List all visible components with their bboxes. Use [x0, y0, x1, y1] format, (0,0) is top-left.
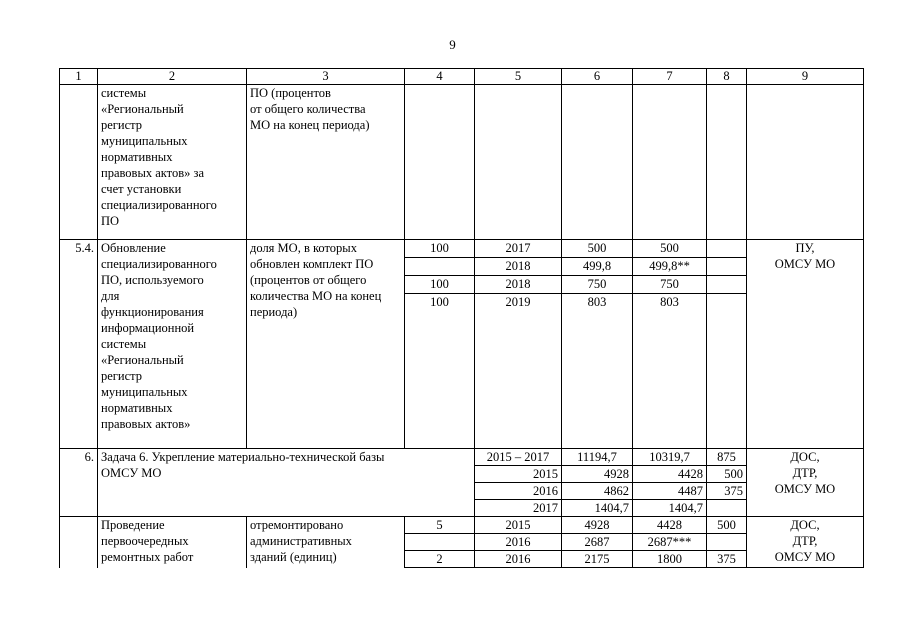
program-table — [59, 68, 864, 568]
target-value-cell: 2 — [405, 551, 475, 568]
total-cell: 750 — [562, 276, 633, 294]
year-cell: 2018 — [475, 258, 562, 276]
target-value-cell — [405, 258, 475, 276]
other-cell — [707, 294, 747, 449]
year-cell: 2015 — [475, 517, 562, 534]
row-number-cell: 6. — [60, 449, 98, 517]
table-row — [60, 240, 864, 258]
row-number-cell: 5.4. — [60, 240, 98, 449]
budget-cell: 1800 — [633, 551, 707, 568]
budget-cell: 499,8** — [633, 258, 707, 276]
other-cell — [707, 534, 747, 551]
total-cell: 500 — [562, 240, 633, 258]
target-value-cell: 5 — [405, 517, 475, 534]
other-cell — [707, 276, 747, 294]
target-value-cell: 100 — [405, 240, 475, 258]
budget-cell: 750 — [633, 276, 707, 294]
column-header: 4 — [405, 69, 475, 85]
budget-cell: 10319,7 — [633, 449, 707, 466]
page-number: 9 — [449, 37, 456, 52]
year-cell: 2018 — [475, 276, 562, 294]
measure-name-cell: Обновление специализированного ПО, используемого для функционирования информационной системы «Региональный регистр муниципальных нормативных правовых актов» — [98, 240, 247, 449]
other-cell — [707, 240, 747, 258]
target-value-cell — [405, 85, 475, 240]
column-header: 3 — [247, 69, 405, 85]
year-cell: 2017 — [475, 500, 562, 517]
executor-cell: ДОС, ДТР, ОМСУ МО — [747, 449, 864, 517]
total-cell: 4928 — [562, 517, 633, 534]
executor-cell: ДОС, ДТР, ОМСУ МО — [747, 517, 864, 568]
other-cell — [707, 258, 747, 276]
column-header: 8 — [707, 69, 747, 85]
other-cell — [707, 500, 747, 517]
budget-cell: 4428 — [633, 466, 707, 483]
column-header: 7 — [633, 69, 707, 85]
total-cell: 4862 — [562, 483, 633, 500]
table-row — [60, 449, 864, 466]
executor-cell: ПУ, ОМСУ МО — [747, 240, 864, 449]
other-cell — [707, 85, 747, 240]
target-value-cell — [405, 534, 475, 551]
indicator-cell: доля МО, в которых обновлен комплект ПО (процентов от общего количества МО на конец периода) — [247, 240, 405, 449]
budget-cell: 803 — [633, 294, 707, 449]
total-cell: 499,8 — [562, 258, 633, 276]
target-value-cell: 100 — [405, 276, 475, 294]
total-cell: 2175 — [562, 551, 633, 568]
year-cell: 2015 — [475, 466, 562, 483]
budget-cell: 500 — [633, 240, 707, 258]
row-number-cell — [60, 517, 98, 568]
continuation-row — [60, 85, 864, 240]
total-cell: 4928 — [562, 466, 633, 483]
task-title-cell: Задача 6. Укрепление материально-технической базы ОМСУ МО — [98, 449, 475, 517]
budget-cell: 2687*** — [633, 534, 707, 551]
other-cell: 375 — [707, 551, 747, 568]
indicator-cell: отремонтировано административных зданий (единиц) — [247, 517, 405, 568]
year-cell: 2016 — [475, 483, 562, 500]
column-header: 6 — [562, 69, 633, 85]
indicator-cell: ПО (процентов от общего количества МО на конец периода) — [247, 85, 405, 240]
other-cell: 500 — [707, 517, 747, 534]
total-cell: 1404,7 — [562, 500, 633, 517]
total-cell: 803 — [562, 294, 633, 449]
year-cell: 2016 — [475, 534, 562, 551]
budget-cell: 1404,7 — [633, 500, 707, 517]
executor-cell — [747, 85, 864, 240]
measure-name-cell: системы «Региональный регистр муниципальных нормативных правовых актов» за счет установки специализированного ПО — [98, 85, 247, 240]
year-cell: 2016 — [475, 551, 562, 568]
table-row — [60, 517, 864, 534]
total-cell: 11194,7 — [562, 449, 633, 466]
column-header: 5 — [475, 69, 562, 85]
budget-cell: 4428 — [633, 517, 707, 534]
column-header: 1 — [60, 69, 98, 85]
total-cell — [562, 85, 633, 240]
row-number-cell — [60, 85, 98, 240]
budget-cell: 4487 — [633, 483, 707, 500]
other-cell: 500 — [707, 466, 747, 483]
column-header: 2 — [98, 69, 247, 85]
other-cell: 875 — [707, 449, 747, 466]
other-cell: 375 — [707, 483, 747, 500]
target-value-cell: 100 — [405, 294, 475, 449]
total-cell: 2687 — [562, 534, 633, 551]
column-header: 9 — [747, 69, 864, 85]
column-numbers-row — [60, 69, 864, 85]
measure-name-cell: Проведение первоочередных ремонтных работ — [98, 517, 247, 568]
year-cell — [475, 85, 562, 240]
budget-cell — [633, 85, 707, 240]
year-cell: 2017 — [475, 240, 562, 258]
year-cell: 2015 – 2017 — [475, 449, 562, 466]
year-cell: 2019 — [475, 294, 562, 449]
